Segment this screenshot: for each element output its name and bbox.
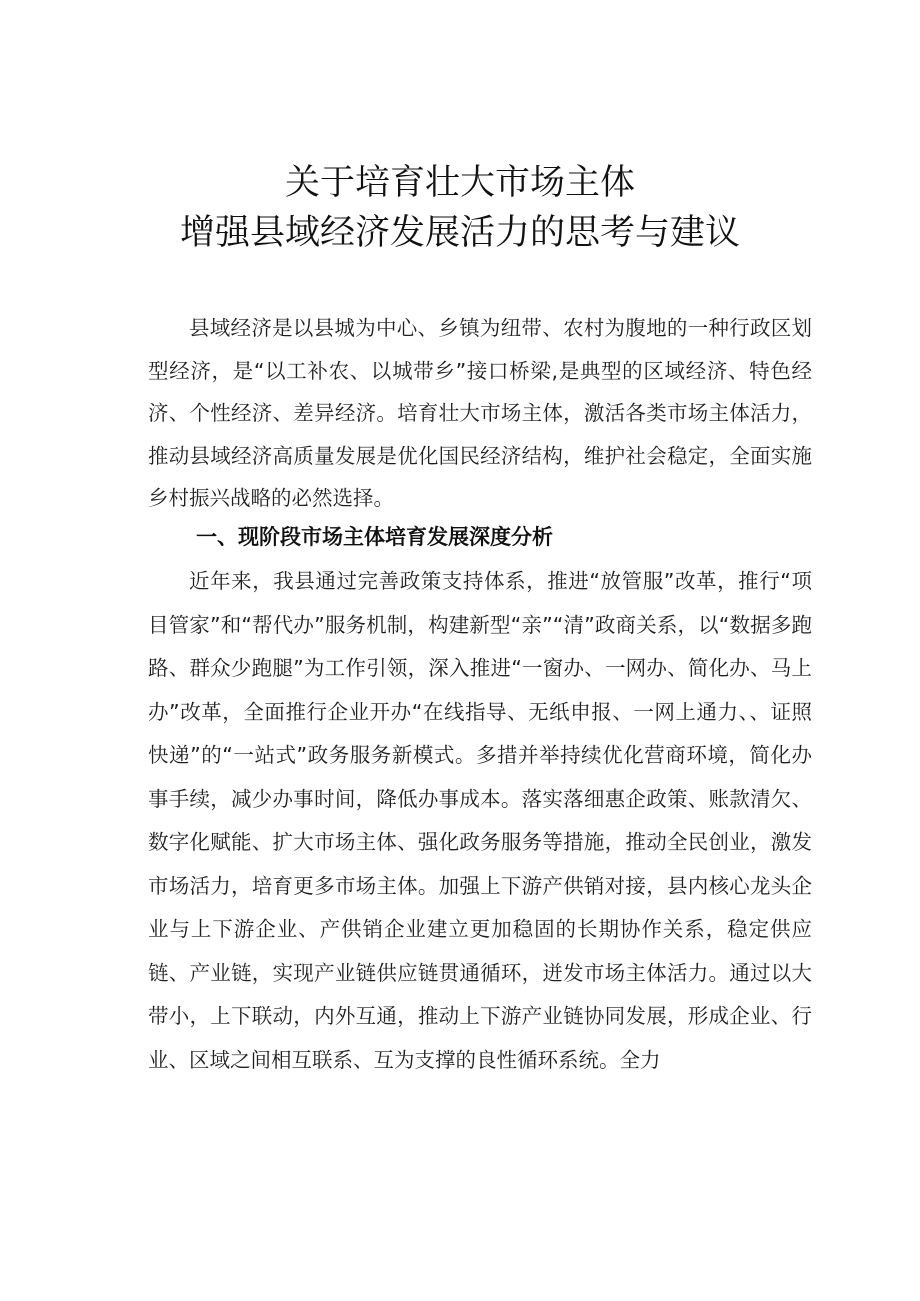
document-title-line-1: 关于培育壮大市场主体 [284, 163, 635, 203]
section-heading-1: 一、现阶段市场主体培育发展深度分析 [196, 525, 553, 549]
intro-paragraph: 县域经济是以县城为中心、乡镇为纽带、农村为腹地的一种行政区划型经济，是“以工补农、以城带乡”接口桥梁,是典型的区域经济、特色经济、个性经济、差异经济。培育壮大市场主体，激活各类市场主体活力，推动县域经济高质量发展是优化国民经济结构，维护社会稳定，全面实施乡村振兴战略的必然选择。 [148, 316, 812, 510]
section-1-paragraph: 近年来，我县通过完善政策支持体系，推进“放管服”改革，推行“项目管家”和“帮代办”服务机制，构建新型“亲”“清”政商关系，以“数据多跑路、群众少跑腿”为工作引领，深入推进“一窗办、一网办、简化办、马上办”改革，全面推行企业开办“在线指导、无纸申报、一网上通力、、证照快递”的“一站式”政务服务新模式。多措并举持续优化营商环境，简化办事手续，减少办事时间，降低办事成本。落实落细惠企政策、账款清欠、数字化赋能、扩大市场主体、强化政务服务等措施，推动全民创业，激发市场活力，培育更多市场主体。加强上下游产供销对接，县内核心龙头企业与上下游企业、产供销企业建立更加稳固的长期协作关系，稳定供应链、产业链，实现产业链供应链贯通循环，迸发市场主体活力。通过以大带小，上下联动，内外互通，推动上下游产业链协同发展，形成企业、行业、区域之间相互联系、互为支撑的良性循环系统。全力 [148, 569, 812, 1072]
document-title-line-2: 增强县域经济发展活力的思考与建议 [179, 213, 740, 253]
